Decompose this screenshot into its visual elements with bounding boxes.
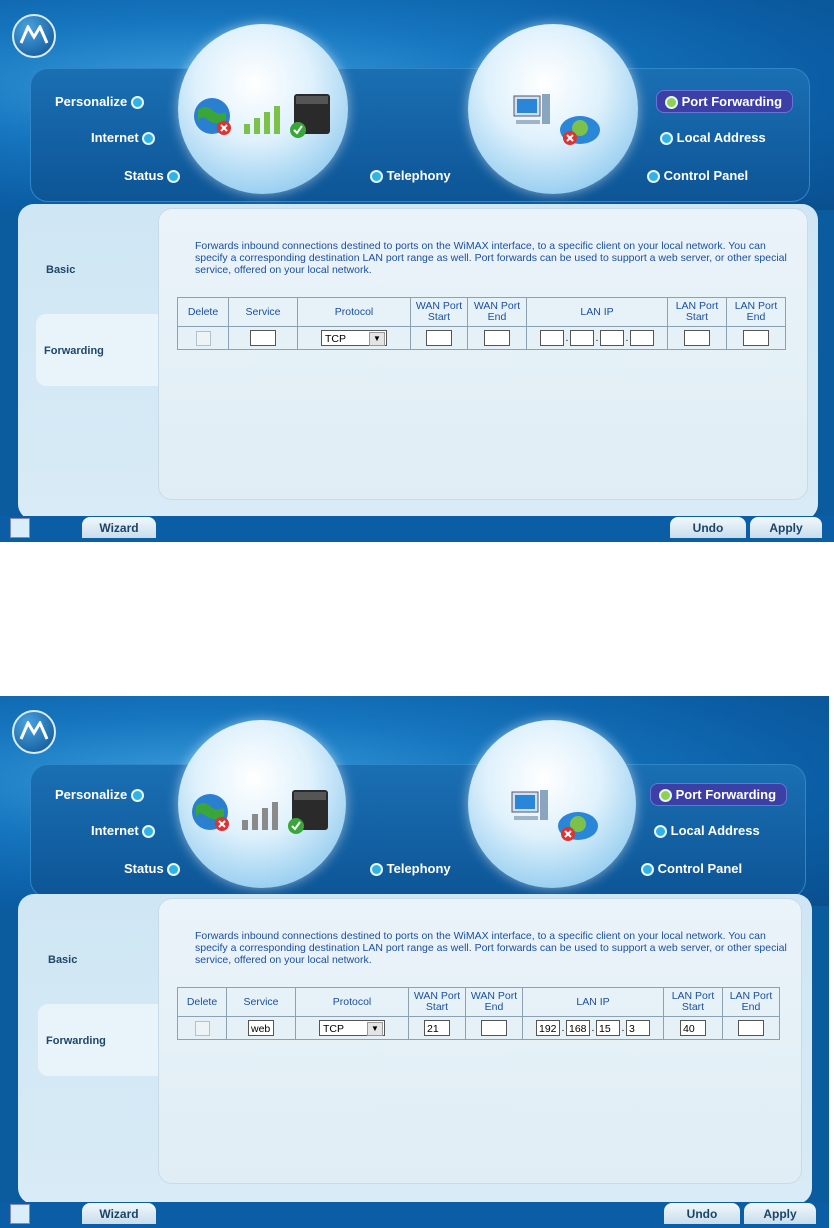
wan-port-start-input[interactable] — [426, 330, 452, 346]
nav-status-label: Status — [124, 861, 164, 876]
header-lan-end-line2: End — [741, 1001, 761, 1013]
header-service: Service — [229, 298, 298, 327]
nav-personalize[interactable] — [55, 94, 144, 109]
sidebar-item-basic[interactable]: Basic — [48, 954, 78, 966]
content-panel — [158, 898, 802, 1184]
header-wan-start-line1: WAN Port — [415, 300, 463, 312]
nav-control-panel[interactable] — [647, 168, 748, 183]
header-lan-end-line1: LAN Port — [729, 990, 773, 1002]
delete-checkbox[interactable] — [196, 331, 211, 346]
header-wan-end — [468, 298, 527, 327]
nav-port-forwarding[interactable] — [650, 783, 787, 806]
lan-port-start-input[interactable] — [684, 330, 710, 346]
lan-ip-octet-4[interactable]: 3 — [626, 1020, 650, 1036]
nav-control-panel-dot-icon — [641, 863, 654, 876]
port-forwarding-table — [177, 987, 780, 1040]
header-wan-start-line1: WAN Port — [413, 990, 461, 1002]
table-header-row — [178, 298, 786, 327]
table-header-row — [178, 988, 780, 1017]
settings-icon[interactable] — [10, 1204, 30, 1224]
nav-telephony-label: Telephony — [386, 168, 451, 183]
nav-control-panel-label: Control Panel — [657, 861, 743, 876]
nav-telephony[interactable] — [370, 861, 451, 876]
nav-personalize-label: Personalize — [55, 94, 128, 109]
sidebar-item-forwarding[interactable] — [38, 1004, 160, 1076]
computer-icon — [510, 788, 550, 828]
header-service: Service — [227, 988, 296, 1017]
nav-status-dot-icon — [167, 170, 180, 183]
nav-internet[interactable] — [91, 130, 155, 145]
lan-port-start-input[interactable]: 40 — [680, 1020, 706, 1036]
nav-personalize-label: Personalize — [55, 787, 128, 802]
header-protocol: Protocol — [298, 298, 411, 327]
nav-port-forwarding-label: Port Forwarding — [681, 94, 783, 109]
header-lan-start — [668, 298, 727, 327]
service-input[interactable]: web — [248, 1020, 274, 1036]
sidebar-item-forwarding-label: Forwarding — [44, 345, 104, 357]
phone-icon — [558, 108, 602, 148]
globe-icon — [190, 792, 230, 832]
header-lan-end — [727, 298, 786, 327]
nav-status-dot-icon — [167, 863, 180, 876]
undo-button[interactable]: Undo — [664, 1203, 740, 1224]
nav-telephony[interactable] — [370, 168, 451, 183]
wizard-button[interactable]: Wizard — [82, 1203, 156, 1224]
delete-checkbox[interactable] — [195, 1021, 210, 1036]
apply-button[interactable]: Apply — [750, 517, 822, 538]
header-wan-start — [409, 988, 466, 1017]
header-lan-start-line2: Start — [681, 1001, 705, 1013]
services-sphere — [468, 720, 636, 888]
nav-personalize-dot-icon — [131, 96, 144, 109]
nav-local-address-dot-icon — [654, 825, 667, 838]
header-wan-start-line2: Start — [427, 311, 451, 323]
nav-telephony-label: Telephony — [386, 861, 451, 876]
header-wan-end — [466, 988, 523, 1017]
motorola-logo-icon[interactable] — [12, 14, 56, 58]
lan-ip-octet-1[interactable]: 192 — [536, 1020, 560, 1036]
header-wan-start-line2: Start — [425, 1001, 449, 1013]
nav-personalize[interactable] — [55, 787, 144, 802]
lan-ip-octet-3[interactable] — [600, 330, 624, 346]
nav-control-panel-label: Control Panel — [663, 168, 749, 183]
wan-port-end-input[interactable] — [481, 1020, 507, 1036]
computer-icon — [512, 92, 552, 132]
settings-icon[interactable] — [10, 518, 30, 538]
content-panel — [158, 208, 808, 500]
nav-telephony-dot-icon — [370, 863, 383, 876]
wan-port-start-input[interactable]: 21 — [424, 1020, 450, 1036]
header-lan-start-line2: Start — [685, 311, 709, 323]
table-row: TCP ▼ . . . — [178, 327, 786, 350]
nav-status-label: Status — [124, 168, 164, 183]
nav-status[interactable] — [124, 168, 180, 183]
header-wan-end-line1: WAN Port — [473, 300, 521, 312]
lan-ip-octet-1[interactable] — [540, 330, 564, 346]
service-input[interactable] — [250, 330, 276, 346]
header-protocol: Protocol — [296, 988, 409, 1017]
wan-port-end-input[interactable] — [484, 330, 510, 346]
nav-port-forwarding-dot-icon — [659, 789, 672, 802]
nav-local-address[interactable] — [654, 823, 760, 838]
description-text: Forwards inbound connections destined to ports on the WiMAX interface, to a specific client on your local network. You can specify a corresponding destination LAN port range as well. Port forwards can be used to support a web server, or other special service, offered on your local network. — [195, 930, 787, 966]
nav-internet-label: Internet — [91, 130, 139, 145]
router-screen-2 — [0, 696, 829, 1228]
protocol-value: TCP — [325, 333, 346, 345]
nav-internet[interactable] — [91, 823, 155, 838]
nav-local-address-label: Local Address — [670, 823, 760, 838]
lan-port-end-input[interactable] — [738, 1020, 764, 1036]
globe-icon — [192, 96, 232, 136]
description-text: Forwards inbound connections destined to ports on the WiMAX interface, to a specific client on your local network. You can specify a corresponding destination LAN port range as well. Port forwards can be used to support a web server, or other special service, offered on your local network. — [195, 240, 787, 276]
header-wan-end-line1: WAN Port — [470, 990, 518, 1002]
nav-local-address-label: Local Address — [676, 130, 766, 145]
phone-icon — [556, 804, 600, 844]
header-lan-end — [723, 988, 780, 1017]
nav-port-forwarding[interactable] — [656, 90, 793, 113]
header-delete: Delete — [178, 298, 229, 327]
nav-port-forwarding-dot-icon — [665, 96, 678, 109]
lan-ip-octet-4[interactable] — [630, 330, 654, 346]
protocol-select[interactable] — [321, 330, 387, 346]
nav-status[interactable] — [124, 861, 180, 876]
protocol-value: TCP — [323, 1023, 344, 1035]
nav-internet-label: Internet — [91, 823, 139, 838]
wizard-button[interactable]: Wizard — [82, 517, 156, 538]
port-forwarding-table — [177, 297, 786, 350]
header-wan-start — [411, 298, 468, 327]
nav-port-forwarding-label: Port Forwarding — [675, 787, 777, 802]
sidebar-item-forwarding-label: Forwarding — [46, 1035, 106, 1047]
router-screen-1 — [0, 0, 834, 542]
header-lan-ip: LAN IP — [523, 988, 664, 1017]
header-delete: Delete — [178, 988, 227, 1017]
header-wan-end-line2: End — [487, 311, 507, 323]
nav-control-panel[interactable] — [641, 861, 742, 876]
undo-button[interactable]: Undo — [670, 517, 746, 538]
header-wan-end-line2: End — [484, 1001, 504, 1013]
chevron-down-icon: ▼ — [367, 1022, 383, 1036]
header-lan-end-line1: LAN Port — [734, 300, 778, 312]
table-row: web TCP ▼ 21 192 . 168 . 15 . 3 40 — [178, 1017, 780, 1040]
header-lan-ip: LAN IP — [527, 298, 668, 327]
router-icon — [288, 90, 334, 140]
nav-internet-dot-icon — [142, 132, 155, 145]
nav-control-panel-dot-icon — [647, 170, 660, 183]
header-lan-end-line2: End — [746, 311, 766, 323]
nav-local-address-dot-icon — [660, 132, 673, 145]
header-lan-start-line1: LAN Port — [671, 990, 715, 1002]
lan-ip-octet-2[interactable]: 168 — [566, 1020, 590, 1036]
nav-internet-dot-icon — [142, 825, 155, 838]
motorola-logo-icon[interactable] — [12, 710, 56, 754]
chevron-down-icon: ▼ — [369, 332, 385, 346]
nav-local-address[interactable] — [660, 130, 766, 145]
sidebar-item-forwarding[interactable] — [36, 314, 160, 386]
services-sphere — [468, 24, 638, 194]
header-lan-start-line1: LAN Port — [675, 300, 719, 312]
apply-button[interactable]: Apply — [744, 1203, 816, 1224]
signal-bars-icon — [244, 102, 284, 134]
signal-bars-icon — [242, 798, 282, 830]
lan-port-end-input[interactable] — [743, 330, 769, 346]
header-lan-start — [664, 988, 723, 1017]
protocol-select[interactable] — [319, 1020, 385, 1036]
router-icon — [286, 786, 332, 836]
lan-ip-octet-3[interactable]: 15 — [596, 1020, 620, 1036]
nav-telephony-dot-icon — [370, 170, 383, 183]
nav-personalize-dot-icon — [131, 789, 144, 802]
sidebar-item-basic[interactable]: Basic — [46, 264, 76, 276]
lan-ip-octet-2[interactable] — [570, 330, 594, 346]
